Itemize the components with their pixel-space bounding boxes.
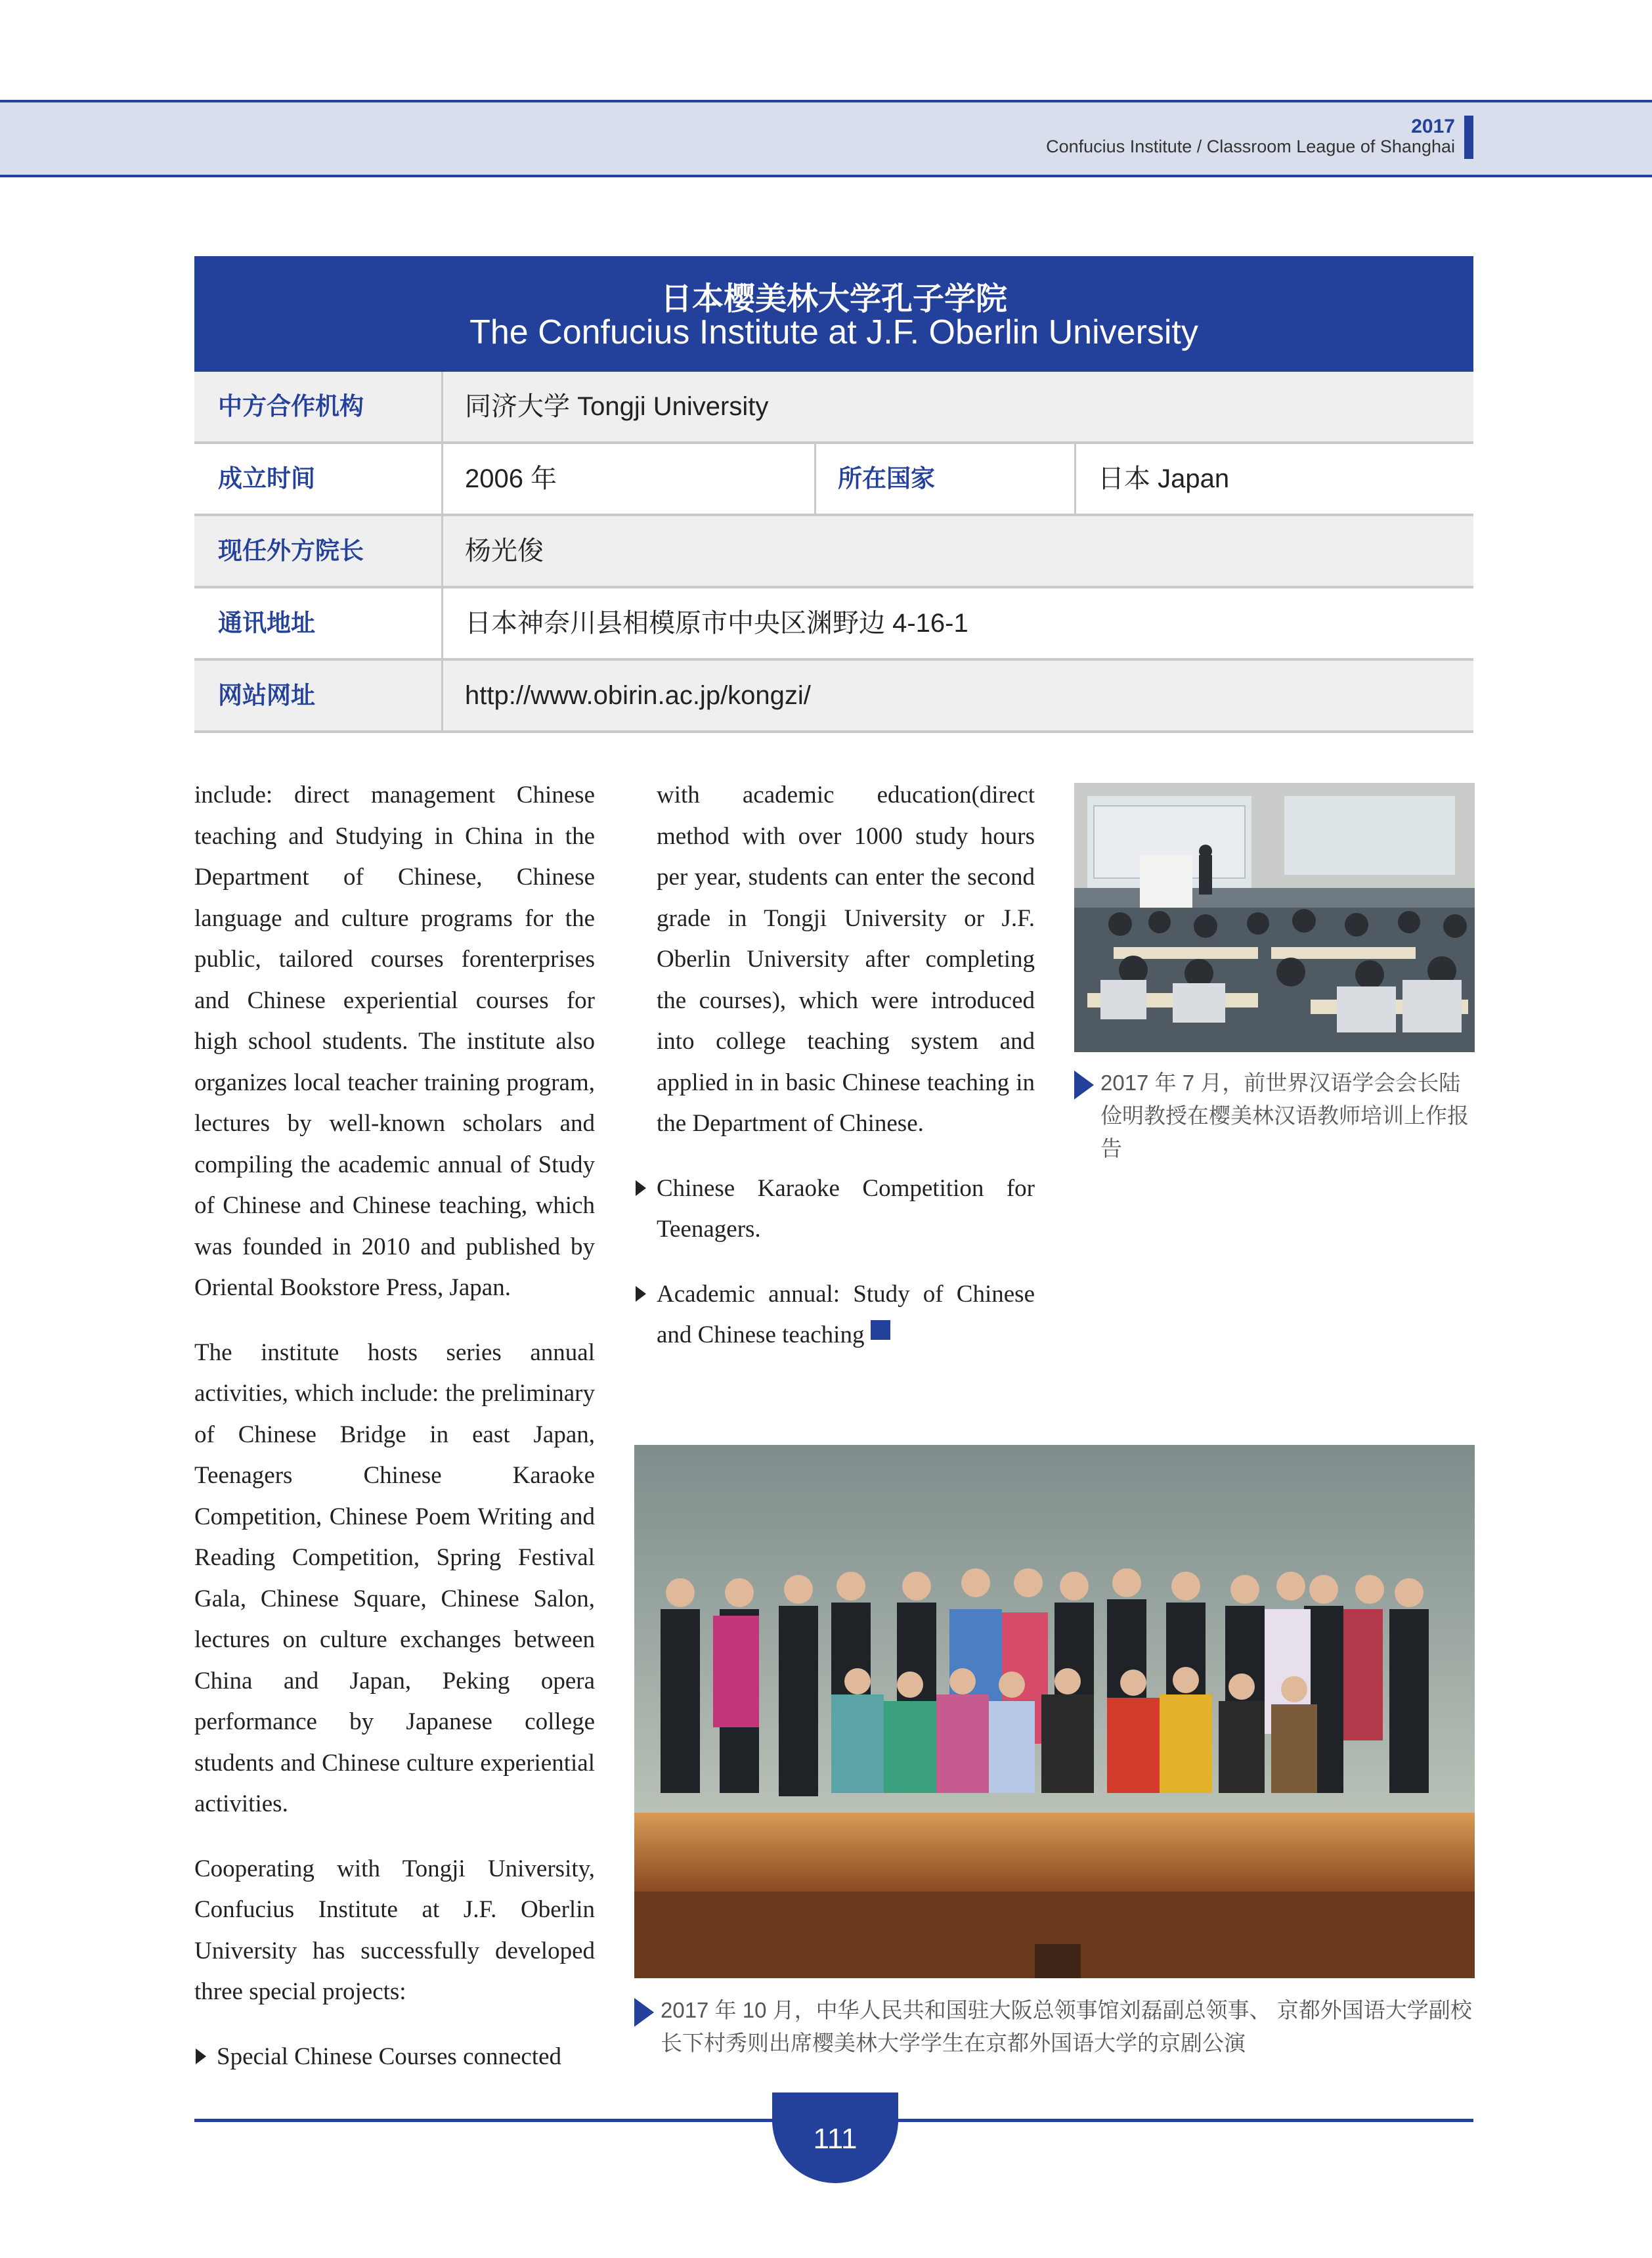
peking-opera-group-photo bbox=[634, 1445, 1475, 1978]
info-row-website bbox=[194, 661, 1473, 733]
bullet-triangle-icon bbox=[636, 1286, 646, 1302]
header-accent-bar bbox=[1464, 116, 1473, 159]
info-row-partner bbox=[194, 372, 1473, 444]
info-table bbox=[194, 372, 1473, 733]
text-column-2 bbox=[634, 775, 1035, 1356]
divider bbox=[441, 588, 443, 658]
paragraph-3: Cooperating with Tongji University, Confucius Institute at J.F. Oberlin University has successfully developed three special projects: bbox=[194, 1855, 595, 2005]
address-label: 通讯地址 bbox=[218, 609, 315, 636]
address-value: 日本神奈川县相模原市中央区渊野边 4-16-1 bbox=[465, 609, 968, 638]
bullet-3-text: Academic annual: Study of Chinese and Chinese teaching bbox=[657, 1280, 1035, 1348]
info-row-address bbox=[194, 588, 1473, 661]
divider bbox=[441, 516, 443, 586]
website-link[interactable]: http://www.obirin.ac.jp/kongzi/ bbox=[465, 681, 811, 710]
director-value: 杨光俊 bbox=[465, 537, 544, 565]
caption-triangle-icon bbox=[634, 1998, 654, 2027]
bullet-item-2 bbox=[634, 1168, 1035, 1251]
bullet-triangle-icon bbox=[636, 1180, 646, 1196]
partner-value: 同济大学 Tongji University bbox=[465, 392, 769, 421]
text-column-1 bbox=[194, 775, 595, 2077]
caption-1-text: 2017 年 7 月，前世界汉语学会会长陆俭明教授在樱美林汉语教师培训上作报告 bbox=[1100, 1071, 1469, 1161]
title-chinese: 日本樱美林大学孔子学院 bbox=[660, 282, 1007, 317]
bullet-2-text: Chinese Karaoke Competition for Teenagers. bbox=[657, 1174, 1035, 1243]
paragraph-1: include: direct management Chinese teaching and Studying in China in the Department of Chinese, Chinese language and culture programs for the public, tailored courses forenterprises and Chinese experiential courses for high school students. The institute also organizes local teacher training program, lectures by well-known scholars and compiling the academic annual of Study of Chinese and Chinese teaching, which was founded in 2010 and published by Oriental Bookstore Press, Japan. bbox=[194, 782, 595, 1301]
info-row-established bbox=[194, 444, 1473, 516]
page-number: 111 bbox=[813, 2123, 858, 2155]
lecture-photo-caption bbox=[1074, 1067, 1475, 1165]
director-label: 现任外方院长 bbox=[218, 537, 364, 564]
country-label: 所在国家 bbox=[838, 465, 935, 492]
established-value: 2006 年 bbox=[465, 464, 557, 493]
bullet-1-text: Special Chinese Courses connected bbox=[217, 2043, 562, 2070]
bullet-triangle-icon bbox=[196, 2048, 206, 2064]
bullet-item-1 bbox=[194, 2037, 595, 2078]
divider bbox=[814, 444, 816, 514]
lecture-photo bbox=[1074, 783, 1475, 1052]
divider bbox=[1074, 444, 1076, 514]
website-label: 网站网址 bbox=[218, 682, 315, 709]
info-row-director bbox=[194, 516, 1473, 588]
divider bbox=[441, 372, 443, 441]
header-year: 2017 bbox=[1411, 116, 1455, 137]
country-value: 日本 Japan bbox=[1098, 464, 1230, 493]
title-english: The Confucius Institute at J.F. Oberlin University bbox=[469, 313, 1198, 351]
divider bbox=[441, 444, 443, 514]
end-mark-icon bbox=[871, 1320, 890, 1340]
partner-label: 中方合作机构 bbox=[218, 393, 364, 420]
bullet-item-3 bbox=[634, 1274, 1035, 1356]
paragraph-2: The institute hosts series annual activities, which include: the preliminary of Chinese Bridge in east Japan, Teenagers Chinese Karaoke Competition, Chinese Poem Writing and Reading Competition, Spring Festival Gala, Chinese Square, Chinese Salon, lectures on culture exchanges between China and Japan, Peking opera performance by Japanese college students and Chinese culture experiential activities. bbox=[194, 1339, 595, 1817]
institute-title-box bbox=[194, 256, 1473, 372]
caption-triangle-icon bbox=[1074, 1071, 1094, 1099]
established-label: 成立时间 bbox=[218, 465, 315, 492]
paragraph-4: with academic education(direct method with over 1000 study hours per year, students can enter the second grade in Tongji University or J.F. Oberlin University after completing the courses), which were introduced into college teaching system and applied in in basic Chinese teaching in the Department of Chinese. bbox=[657, 782, 1035, 1137]
header-subtitle: Confucius Institute / Classroom League of Shanghai bbox=[1046, 137, 1455, 156]
divider bbox=[441, 661, 443, 730]
caption-2-text: 2017 年 10 月，中华人民共和国驻大阪总领事馆刘磊副总领事、 京都外国语大学副校长下村秀则出席樱美林大学学生在京都外国语大学的京剧公演 bbox=[661, 1998, 1472, 2055]
group-photo-caption bbox=[634, 1994, 1475, 2060]
